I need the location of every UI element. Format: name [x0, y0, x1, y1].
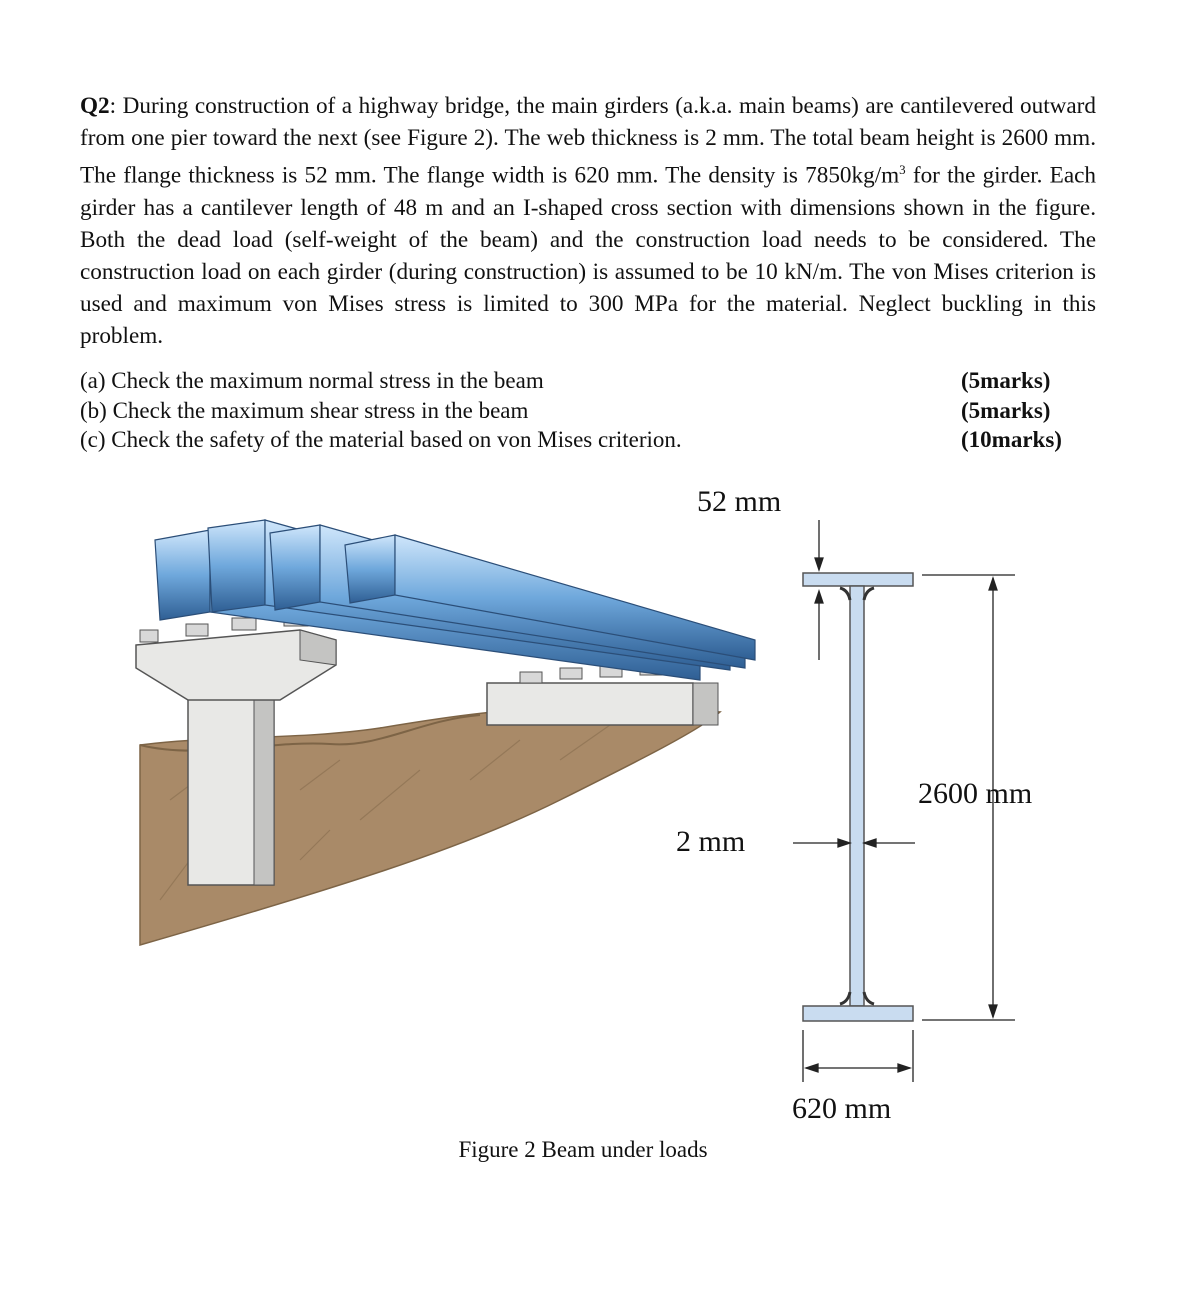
pier-column-shade [254, 683, 274, 885]
pier-cap-side [300, 630, 336, 665]
density-unit-exponent: 3 [899, 162, 906, 178]
part-a-text: (a) Check the maximum normal stress in the beam [80, 368, 544, 393]
question-body-end: for the girder. Each girder has a cantilever length of 48 m and an I-shaped cross section with dimensions shown in the figure. Both the dead load (self-weight of the beam) and the construction load needs to be considered. The construction load on each girder (during construction) is assumed to be 10 kN/m. The von Mises criterion is used and maximum von Mises stress is limited to 300 MPa for the material. Neglect buckling in this problem. [80, 162, 1096, 350]
part-a-marks: (5marks) [961, 368, 1051, 393]
web-thickness-label: 2 mm [676, 825, 746, 858]
bottom-flange [803, 1006, 913, 1021]
support-block [487, 683, 693, 725]
question-label: Q2 [80, 93, 110, 119]
support-block-side [693, 683, 718, 725]
question-body: : During construction of a highway bridge, the main girders (a.k.a. main beams) are cantilevered outward from one pier toward the next (see Figure 2). The web thickness is 2 mm. The total beam height is 2600 mm. The flange thickness is 52 mm. The flange width is 620 mm. The density is 7850kg/m [80, 93, 1096, 189]
flange-thickness-label: 52 mm [697, 485, 782, 518]
part-b-marks: (5marks) [961, 397, 1051, 423]
flange-width-label: 620 mm [792, 1092, 892, 1125]
part-b-text: (b) Check the maximum shear stress in the beam [80, 397, 529, 423]
web [850, 586, 864, 1006]
part-c-marks: (10marks) [961, 427, 1062, 452]
part-c-text: (c) Check the safety of the material based on von Mises criterion. [80, 427, 682, 452]
figure-caption: Figure 2 Beam under loads [458, 1137, 708, 1162]
top-flange [803, 573, 913, 586]
height-label: 2600 mm [918, 777, 1033, 810]
